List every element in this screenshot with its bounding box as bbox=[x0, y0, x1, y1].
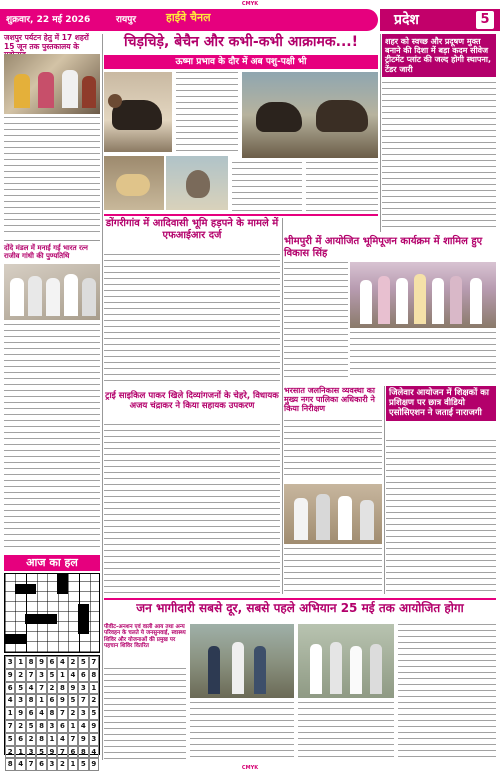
sudoku-cell: 8 bbox=[47, 707, 57, 720]
sudoku-cell: 9 bbox=[5, 669, 15, 682]
column-rule-1 bbox=[102, 34, 103, 760]
sudoku-cell: 4 bbox=[36, 707, 46, 720]
sudoku-cell: 9 bbox=[68, 682, 78, 695]
sudoku-cell: 5 bbox=[15, 682, 25, 695]
dongargaon-body bbox=[104, 254, 280, 386]
section-title: प्रदेश bbox=[394, 12, 419, 28]
column-rule-3 bbox=[282, 218, 283, 594]
left-top-headline: जशपुर पर्यटन हेतु में 17 शहरों 15 जून तक पुस्तकालय के bbox=[4, 33, 89, 51]
sudoku-cell: 2 bbox=[5, 746, 15, 759]
sudoku-cell: 6 bbox=[47, 656, 57, 669]
cmyk-marker-bottom: CMYK bbox=[241, 765, 259, 771]
sudoku-cell: 2 bbox=[57, 758, 67, 771]
crossword-title: आज का हल bbox=[4, 555, 100, 571]
sudoku-cell: 5 bbox=[36, 746, 46, 759]
sudoku-cell: 8 bbox=[36, 720, 46, 733]
left-mid-body bbox=[4, 324, 100, 550]
teachers-body bbox=[386, 440, 496, 594]
main-subhead: ऊष्मा प्रभाव के दौर में अब पशु-पक्षी भी bbox=[104, 55, 378, 69]
tribal-headline: ट्राई साइकिल पाकर खिले दिव्यांगजनों के चेहरे, विधायक अजय चंद्राकर ने किया सहायक उपकरण bbox=[105, 391, 279, 411]
column-rule-4 bbox=[384, 386, 385, 594]
column-rule-2 bbox=[380, 34, 381, 232]
sudoku-cell: 5 bbox=[26, 720, 36, 733]
sudoku-cell: 1 bbox=[68, 720, 78, 733]
main-photo-bull bbox=[104, 72, 172, 152]
bhimpur-body-1 bbox=[284, 262, 348, 380]
left-mid-headline: दोंदे मंडल में मनाई गई भारत रत्न राजीव गांधी की पुण्यतिथि bbox=[4, 244, 88, 261]
sudoku-cell: 6 bbox=[47, 694, 57, 707]
sudoku-cell: 5 bbox=[78, 656, 88, 669]
left-top-photo bbox=[4, 54, 100, 114]
sudoku-cell: 1 bbox=[47, 733, 57, 746]
sudoku-cell: 7 bbox=[26, 758, 36, 771]
sudoku-cell: 9 bbox=[57, 694, 67, 707]
sudoku-cell: 4 bbox=[89, 746, 99, 759]
sudoku-cell: 8 bbox=[78, 746, 88, 759]
sudoku-cell: 3 bbox=[36, 669, 46, 682]
sudoku-cell: 2 bbox=[15, 720, 25, 733]
sudoku-cell: 3 bbox=[78, 682, 88, 695]
sudoku-cell: 8 bbox=[26, 694, 36, 707]
sudoku-cell: 8 bbox=[36, 733, 46, 746]
main-divider bbox=[104, 214, 378, 216]
bottom-kicker: पीवीट-अनशन एवं वाली आय तथा अन्य परिवहन के चलते ये जनसुनवाई, स्वास्थ्य शिविर और योजनाओं की प्रमुख पर पहचान शिविर वितरित bbox=[104, 624, 186, 650]
sudoku-cell: 3 bbox=[47, 720, 57, 733]
right-top-body bbox=[382, 82, 496, 232]
sudoku-cell: 2 bbox=[15, 669, 25, 682]
teachers-headline: जिलेवार आयोजन में शिक्षकों का प्रशिक्षण पर छात्र वीडियो एसोसिएशन ने जताई नाराजगी bbox=[386, 386, 496, 421]
sudoku-cell: 5 bbox=[89, 707, 99, 720]
sudoku-cell: 3 bbox=[47, 758, 57, 771]
sudoku-cell: 7 bbox=[68, 733, 78, 746]
sudoku-cell: 6 bbox=[57, 720, 67, 733]
cmyk-marker-top: CMYK bbox=[241, 1, 259, 7]
left-divider-1 bbox=[4, 240, 100, 241]
main-headline: चिड़चिड़े, बेचैन और कभी-कभी आक्रामक...! bbox=[124, 34, 358, 50]
sudoku-cell: 5 bbox=[78, 758, 88, 771]
sudoku-cell: 2 bbox=[26, 733, 36, 746]
sudoku-cell: 9 bbox=[89, 758, 99, 771]
bhimpur-body-2 bbox=[350, 332, 496, 380]
bhimpur-photo bbox=[350, 262, 496, 328]
bottom-headline: जन भागीदारी सबसे दूर, सबसे पहले अभियान 25 मई तक आयोजित होगा bbox=[136, 601, 464, 615]
sudoku-cell: 6 bbox=[5, 682, 15, 695]
bottom-divider bbox=[104, 598, 496, 600]
crossword-grid bbox=[4, 573, 100, 653]
left-top-body bbox=[4, 117, 100, 237]
sudoku-cell: 4 bbox=[68, 669, 78, 682]
bottom-photo-1 bbox=[190, 624, 294, 698]
bottom-photo-2 bbox=[298, 624, 394, 698]
sudoku-cell: 3 bbox=[15, 694, 25, 707]
dongargaon-headline: डोंगरीगांव में आदिवासी भूमि हड़पने के मामले में एफआईआर दर्ज bbox=[105, 218, 279, 241]
right-top-headline: शहर को स्वच्छ और प्रदूषण मुक्त बनाने की दिशा में बड़ा कदम सीवेज ट्रीटमेंट प्लांट की जल्द होगी स्थापना, टेंडर जारी bbox=[382, 34, 496, 77]
sudoku-cell: 2 bbox=[68, 656, 78, 669]
sudoku-cell: 5 bbox=[5, 733, 15, 746]
bottom-body-2 bbox=[190, 702, 294, 760]
sudoku-cell: 4 bbox=[78, 720, 88, 733]
sudoku-cell: 4 bbox=[26, 682, 36, 695]
sudoku-cell: 7 bbox=[36, 682, 46, 695]
page-header bbox=[0, 9, 500, 31]
bhimpur-headline: भीमपुरी में आयोजित भूमिपूजन कार्यक्रम में शामिल हुए विकास सिंह bbox=[284, 236, 483, 259]
sudoku-cell: 4 bbox=[57, 656, 67, 669]
bottom-body-4 bbox=[398, 624, 496, 760]
sudoku-cell: 5 bbox=[47, 669, 57, 682]
sudoku-cell: 9 bbox=[15, 707, 25, 720]
sudoku-cell: 6 bbox=[78, 669, 88, 682]
sudoku-cell: 9 bbox=[47, 746, 57, 759]
sudoku-cell: 9 bbox=[36, 656, 46, 669]
sudoku-cell: 8 bbox=[57, 682, 67, 695]
water-body-2 bbox=[284, 548, 382, 594]
sudoku-cell: 7 bbox=[57, 707, 67, 720]
sudoku-cell: 8 bbox=[5, 758, 15, 771]
left-mid-photo bbox=[4, 264, 100, 320]
sudoku-cell: 6 bbox=[15, 733, 25, 746]
bottom-body-1 bbox=[104, 668, 186, 760]
page-number: 5 bbox=[476, 11, 494, 29]
sudoku-cell: 7 bbox=[57, 746, 67, 759]
main-body-col2 bbox=[232, 162, 302, 212]
masthead-logo: हाईवे चैनल bbox=[166, 11, 211, 24]
sudoku-cell: 8 bbox=[89, 669, 99, 682]
sudoku-cell: 5 bbox=[68, 694, 78, 707]
sudoku-cell: 6 bbox=[26, 707, 36, 720]
sudoku-cell: 4 bbox=[15, 758, 25, 771]
sudoku-cell: 3 bbox=[78, 707, 88, 720]
sudoku-cell: 3 bbox=[5, 656, 15, 669]
sudoku-cell: 4 bbox=[57, 733, 67, 746]
water-photo bbox=[284, 484, 382, 544]
sudoku-cell: 1 bbox=[68, 758, 78, 771]
sudoku-cell: 2 bbox=[47, 682, 57, 695]
main-body-col1 bbox=[176, 72, 238, 152]
sudoku-cell: 2 bbox=[68, 707, 78, 720]
main-body-col3 bbox=[306, 162, 378, 212]
main-photo-dog bbox=[104, 156, 164, 210]
sudoku-cell: 1 bbox=[57, 669, 67, 682]
tribal-body bbox=[104, 424, 280, 594]
sudoku-cell: 1 bbox=[36, 694, 46, 707]
sudoku-cell: 1 bbox=[5, 707, 15, 720]
sudoku-cell: 7 bbox=[26, 669, 36, 682]
sudoku-cell: 1 bbox=[15, 746, 25, 759]
bottom-body-3 bbox=[298, 702, 394, 760]
sudoku-cell: 6 bbox=[68, 746, 78, 759]
sudoku-cell: 4 bbox=[5, 694, 15, 707]
main-photo-bird bbox=[166, 156, 228, 210]
sudoku-cell: 1 bbox=[89, 682, 99, 695]
water-body bbox=[284, 420, 382, 480]
sudoku-cell: 2 bbox=[89, 694, 99, 707]
sudoku-cell: 9 bbox=[89, 720, 99, 733]
sudoku-cell: 7 bbox=[78, 694, 88, 707]
sudoku-cell: 1 bbox=[15, 656, 25, 669]
water-headline: भरसात जलनिकास व्यवस्था का मुख्य नगर पालिका अधिकारी ने किया निरीक्षण bbox=[284, 386, 375, 414]
issue-date: शुक्रवार, 22 मई 2026 bbox=[6, 15, 91, 25]
sudoku-cell: 3 bbox=[89, 733, 99, 746]
sudoku-cell: 6 bbox=[36, 758, 46, 771]
sudoku-cell: 8 bbox=[26, 656, 36, 669]
sudoku-cell: 3 bbox=[26, 746, 36, 759]
sudoku-cell: 7 bbox=[5, 720, 15, 733]
sudoku-cell: 7 bbox=[89, 656, 99, 669]
sudoku-cell: 9 bbox=[78, 733, 88, 746]
main-photo-animals bbox=[242, 72, 378, 158]
city-name: रायपुर bbox=[116, 15, 137, 25]
sudoku-grid bbox=[4, 655, 100, 769]
